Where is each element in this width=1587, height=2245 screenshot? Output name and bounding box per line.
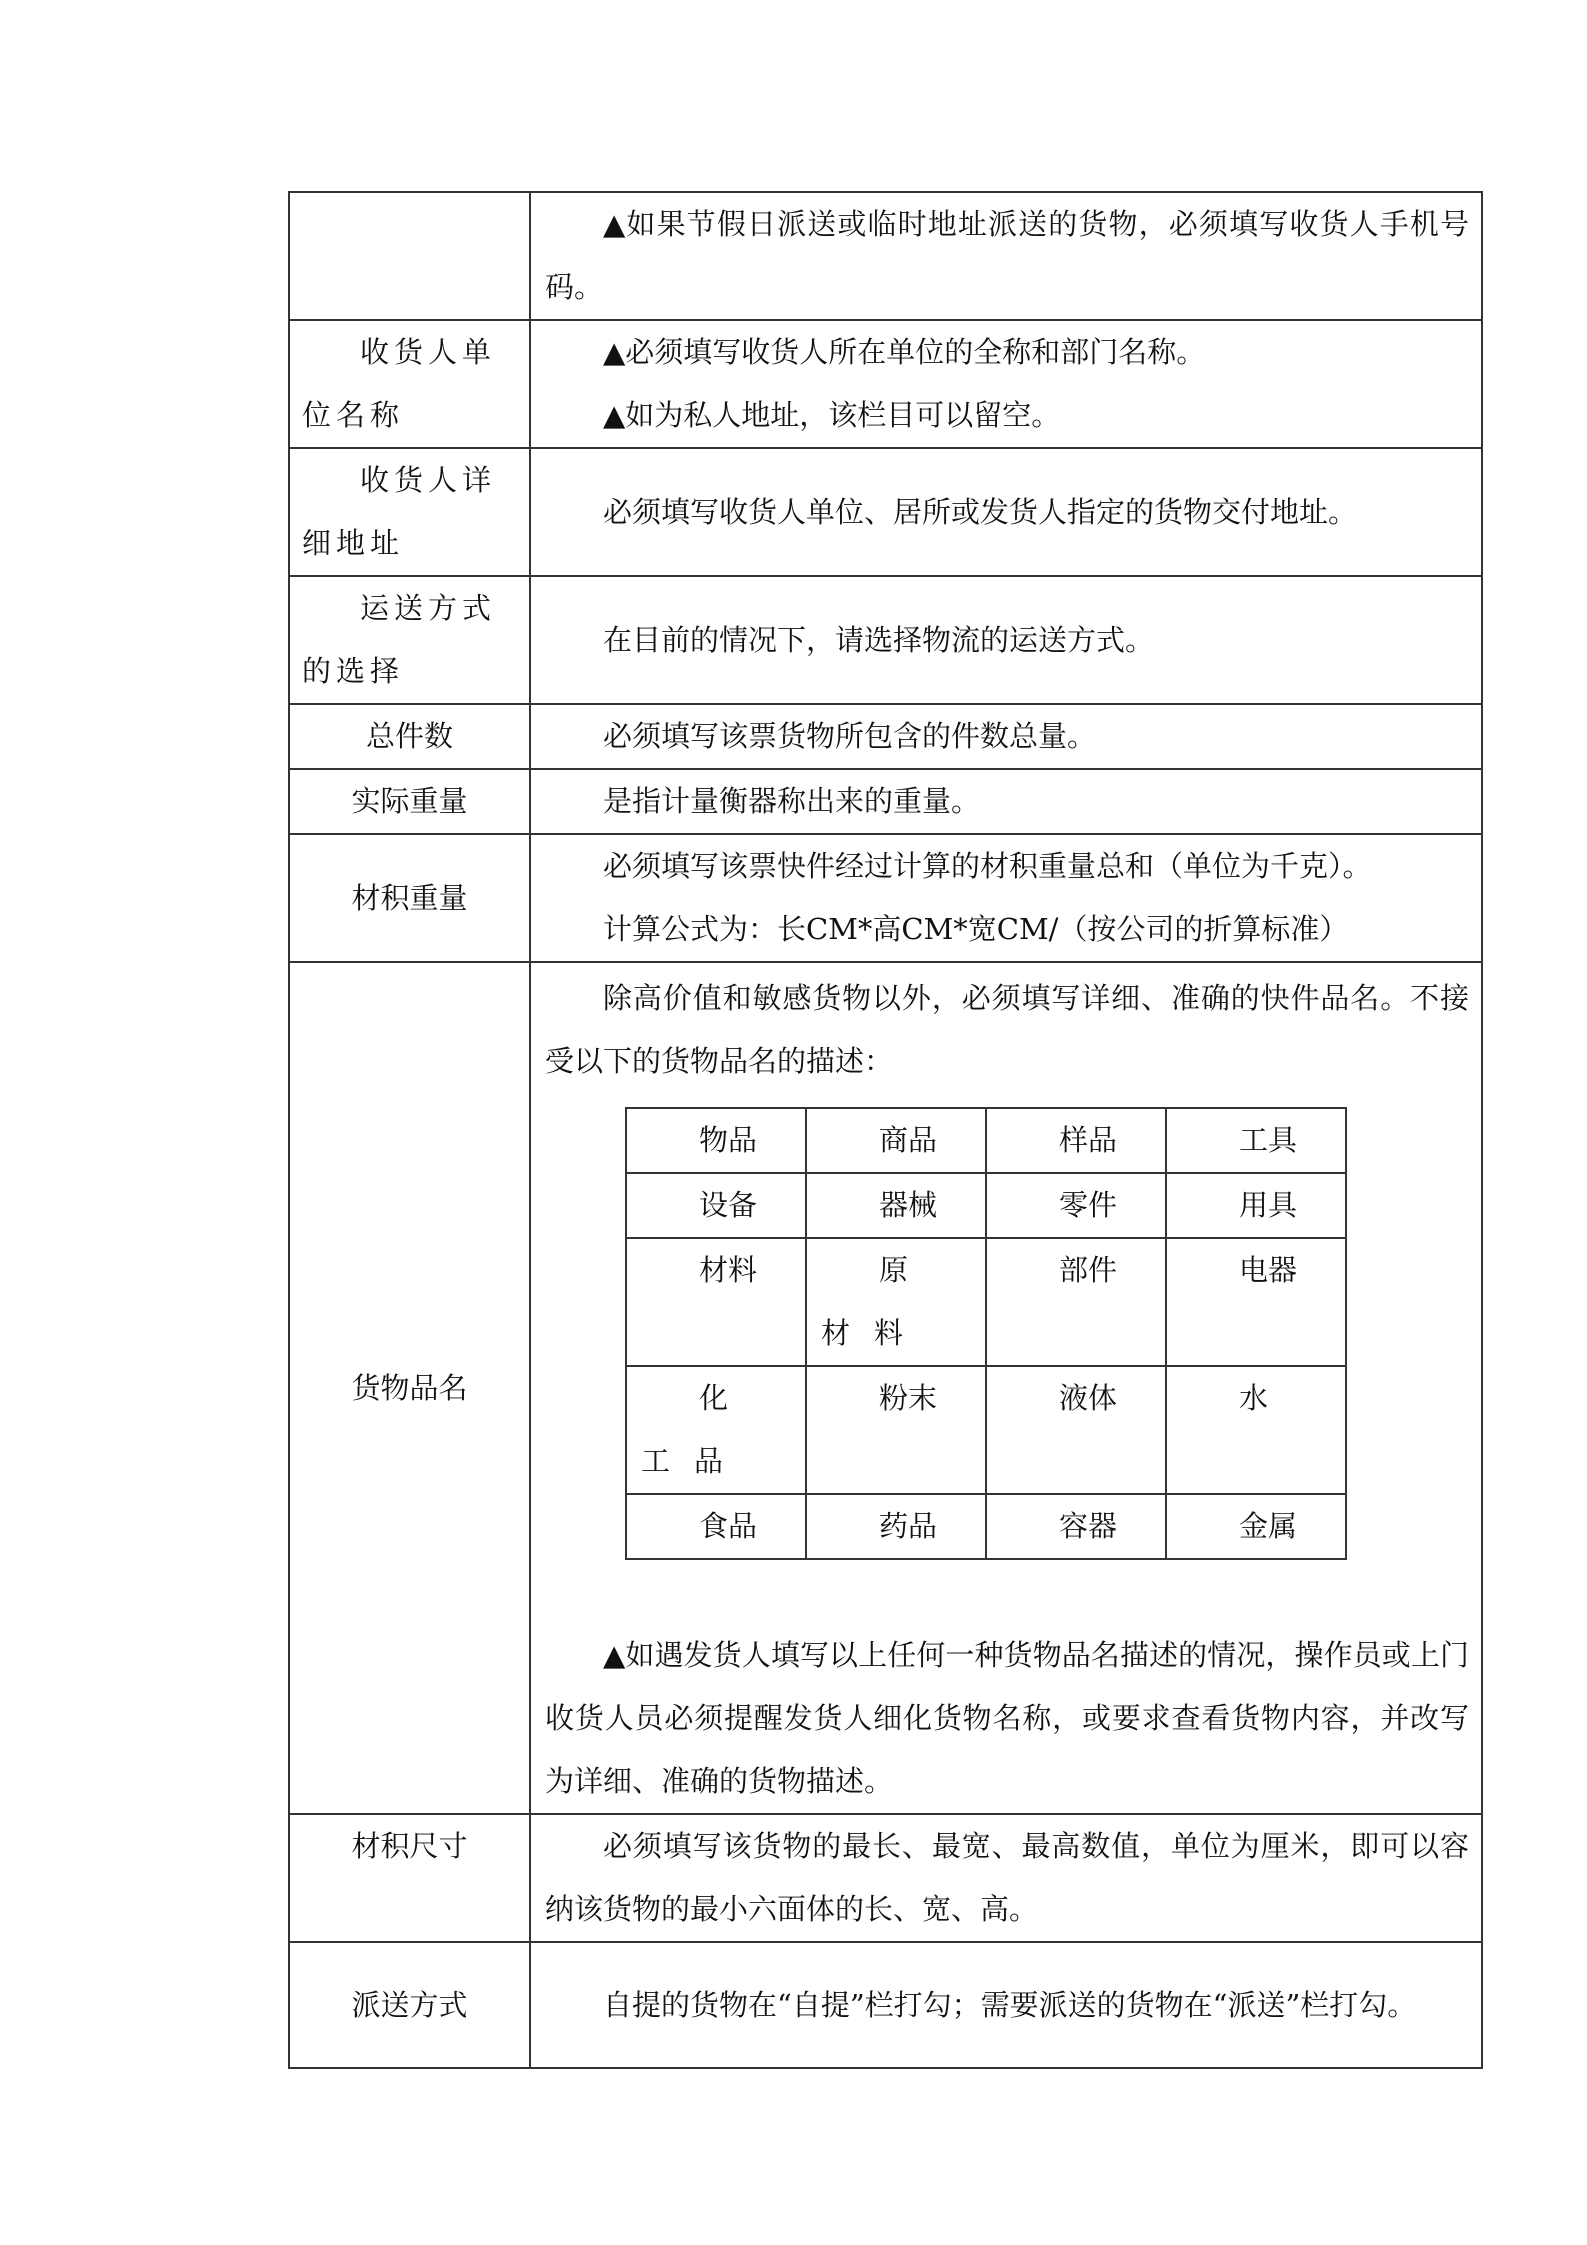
table-cell: 用具: [1166, 1173, 1346, 1238]
row-label: [289, 704, 530, 769]
table-cell: 化工品: [626, 1366, 806, 1494]
row-label: [289, 320, 530, 448]
row-label: [289, 962, 530, 1814]
row-content: [530, 192, 1482, 320]
row-content: [530, 320, 1482, 448]
instructions-table: [288, 191, 1483, 2069]
table-cell: 水: [1166, 1366, 1346, 1494]
table-cell: 药品: [806, 1494, 986, 1559]
row-content: [530, 769, 1482, 834]
table-cell: 工具: [1166, 1108, 1346, 1173]
table-row: [289, 448, 1482, 576]
table-cell: 零件: [986, 1173, 1166, 1238]
table-row: [289, 704, 1482, 769]
table-cell: 商品: [806, 1108, 986, 1173]
table-cell: 器械: [806, 1173, 986, 1238]
table-row: [626, 1238, 1346, 1366]
row-content: [530, 1814, 1482, 1942]
row-content: [530, 834, 1482, 962]
label-consignee-company: 收货人单位名称: [302, 335, 497, 432]
unaccepted-names-table: [625, 1107, 1347, 1560]
label-total-pieces: 总件数: [365, 719, 453, 753]
row-label: [289, 769, 530, 834]
row-label: [289, 834, 530, 962]
content-line: 是指计量衡器称出来的重量。: [603, 784, 981, 818]
row-label: [289, 576, 530, 704]
spacer: [545, 1560, 1469, 1624]
label-consignee-address: 收货人详细地址: [302, 463, 497, 560]
note-line: ▲必须填写收货人所在单位的全称和部门名称。: [603, 335, 1206, 369]
content-line: 自提的货物在“自提”栏打勾；需要派送的货物在“派送”栏打勾。: [603, 1987, 1417, 2022]
table-row: [626, 1108, 1346, 1173]
table-cell: 设备: [626, 1173, 806, 1238]
content-line: 必须填写收货人单位、居所或发货人指定的货物交付地址。: [603, 494, 1358, 529]
table-row: [626, 1173, 1346, 1238]
row-label: [289, 1942, 530, 2068]
table-cell: 部件: [986, 1238, 1166, 1366]
table-cell: 食品: [626, 1494, 806, 1559]
table-row: [289, 576, 1482, 704]
label-goods-name: 货物品名: [351, 1370, 468, 1405]
table-row: [289, 1942, 1482, 2068]
row-content: [530, 704, 1482, 769]
table-row: [289, 834, 1482, 962]
table-cell: 样品: [986, 1108, 1166, 1173]
unaccepted-names-wrap: [545, 1093, 1469, 1560]
label-shipping-method: 运送方式的选择: [302, 591, 497, 688]
table-cell: 金属: [1166, 1494, 1346, 1559]
content-line: 必须填写该票快件经过计算的材积重量总和（单位为千克）。: [603, 849, 1372, 883]
table-cell: 粉末: [806, 1366, 986, 1494]
table-cell: 电器: [1166, 1238, 1346, 1366]
content-line: 必须填写该票货物所包含的件数总量。: [603, 719, 1097, 753]
label-actual-weight: 实际重量: [351, 784, 468, 818]
row-label: [289, 1814, 530, 1942]
note-line: ▲如遇发货人填写以上任何一种货物品名描述的情况，操作员或上门收货人员必须提醒发货人细化货物名称，或要求查看货物内容，并改写为详细、准确的货物描述。: [545, 1638, 1469, 1798]
label-volumetric-weight: 材积重量: [351, 880, 468, 915]
row-content: [530, 448, 1482, 576]
formula-line: 计算公式为：长CM*高CM*宽CM/（按公司的折算标准）: [603, 912, 1349, 946]
label-dimensions: 材积尺寸: [351, 1829, 468, 1863]
table-cell: 容器: [986, 1494, 1166, 1559]
table-row: [289, 769, 1482, 834]
table-row: [289, 1814, 1482, 1942]
note-line: ▲如果节假日派送或临时地址派送的货物，必须填写收货人手机号码。: [545, 207, 1469, 304]
table-row: [289, 320, 1482, 448]
row-content: [530, 1942, 1482, 2068]
intro-text: 除高价值和敏感货物以外，必须填写详细、准确的快件品名。不接受以下的货物品名的描述：: [545, 981, 1469, 1078]
table-cell: 材料: [626, 1238, 806, 1366]
row-content: [530, 962, 1482, 1814]
table-row: [289, 962, 1482, 1814]
table-row: [289, 192, 1482, 320]
row-label: [289, 192, 530, 320]
note-line: ▲如为私人地址，该栏目可以留空。: [603, 398, 1061, 432]
row-content: [530, 576, 1482, 704]
table-row: [626, 1494, 1346, 1559]
content-line: 必须填写该货物的最长、最宽、最高数值，单位为厘米，即可以容纳该货物的最小六面体的长、宽、高。: [545, 1829, 1469, 1926]
table-cell: 液体: [986, 1366, 1166, 1494]
content-line: 在目前的情况下，请选择物流的运送方式。: [603, 622, 1155, 657]
table-cell: 物品: [626, 1108, 806, 1173]
label-delivery-method: 派送方式: [351, 1987, 468, 2022]
table-cell: 原材料: [806, 1238, 986, 1366]
table-row: [626, 1366, 1346, 1494]
row-label: [289, 448, 530, 576]
